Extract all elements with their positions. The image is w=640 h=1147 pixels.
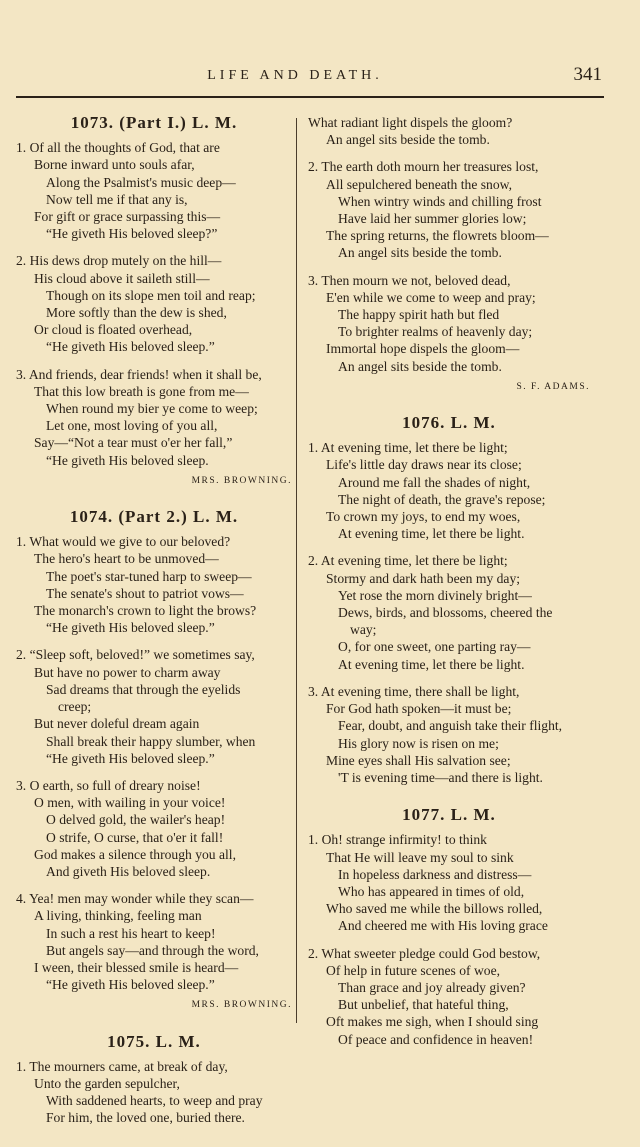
verse-line: More softly than the dew is shed, xyxy=(46,305,227,321)
author-credit: MRS. BROWNING. xyxy=(191,475,292,486)
verse-line: Dews, birds, and blossoms, cheered the xyxy=(338,605,553,621)
verse-line: That He will leave my soul to sink xyxy=(326,849,514,865)
verse-line: At evening time, let there be light. xyxy=(338,656,525,672)
verse-line: “He giveth His beloved sleep.” xyxy=(46,620,215,636)
verse-line: Immortal hope dispels the gloom— xyxy=(326,341,520,357)
verse-line: Shall break their happy slumber, when xyxy=(46,733,256,749)
verse-line: The happy spirit hath but fled xyxy=(338,307,500,323)
verse-line: 1. Oh! strange infirmity! to think xyxy=(308,832,487,848)
verse-line: Fear, doubt, and anguish take their flight, xyxy=(338,718,563,734)
verse-line: Have laid her summer glories low; xyxy=(338,211,527,227)
verse-line: The spring returns, the flowrets bloom— xyxy=(326,228,549,244)
verse-line: An angel sits beside the tomb. xyxy=(338,358,502,374)
verse-line: His glory now is risen on me; xyxy=(338,735,499,751)
verse-line: 2. At evening time, let there be light; xyxy=(308,553,508,569)
verse-line: 'T is evening time—and there is light. xyxy=(338,769,543,785)
verse-line: I ween, their blessed smile is heard— xyxy=(34,959,239,975)
verse-line: Of help in future scenes of woe, xyxy=(326,962,501,978)
verse-line: The night of death, the grave's repose; xyxy=(338,491,546,507)
verse-line: But unbelief, that hateful thing, xyxy=(338,997,509,1013)
verse-line: For gift or grace surpassing this— xyxy=(34,209,221,225)
verse-line: A living, thinking, feeling man xyxy=(34,908,202,924)
page-number: 341 xyxy=(573,64,602,85)
hymn-block xyxy=(16,508,292,1014)
stanza xyxy=(16,777,292,880)
verse-line: 4. Yea! men may wonder while they scan— xyxy=(16,891,254,907)
verse-line: 2. His dews drop mutely on the hill— xyxy=(16,253,222,269)
hymn-block xyxy=(16,114,292,490)
hymn-title: 1075. L. M. xyxy=(107,1031,201,1051)
verse-line: Or cloud is floated overhead, xyxy=(34,322,193,338)
verse-line: What radiant light dispels the gloom? xyxy=(308,115,513,130)
verse-line: When round my bier ye come to weep; xyxy=(46,401,258,417)
verse-line: 2. The earth doth mourn her treasures lost, xyxy=(308,159,539,175)
stanza xyxy=(308,114,590,148)
stanza xyxy=(308,158,590,261)
verse-line: Life's little day draws near its close; xyxy=(326,457,522,473)
verse-line: Borne inward unto souls afar, xyxy=(34,157,195,173)
verse-line: Though on its slope men toil and reap; xyxy=(46,287,256,303)
stanza xyxy=(16,252,292,355)
page-header xyxy=(0,64,640,90)
stanza xyxy=(16,646,292,766)
verse-line: At evening time, let there be light. xyxy=(338,526,525,542)
verse-line: O strife, O curse, that o'er it fall! xyxy=(46,829,224,845)
verse-line: “He giveth His beloved sleep?” xyxy=(46,226,218,242)
column-divider xyxy=(296,118,297,1023)
verse-line: But never doleful dream again xyxy=(34,716,200,732)
author-credit: S. F. ADAMS. xyxy=(516,381,590,392)
right-column xyxy=(308,114,590,1068)
left-column xyxy=(16,114,292,1147)
hymn-block xyxy=(16,1033,292,1147)
verse-line: Who has appeared in times of old, xyxy=(338,883,525,899)
running-title: LIFE AND DEATH. xyxy=(207,68,383,83)
verse-line: In hopeless darkness and distress— xyxy=(338,866,532,882)
verse-line: Sad dreams that through the eyelids xyxy=(46,681,241,697)
verse-line: 3. And friends, dear friends! when it shall be, xyxy=(16,366,262,382)
hymn-title: 1073. (Part I.) L. M. xyxy=(70,113,238,132)
verse-line: Than grace and joy already given? xyxy=(338,979,526,995)
hymn-block xyxy=(308,806,590,1068)
verse-line: Unto the garden sepulcher, xyxy=(34,1075,180,1091)
verse-line: An angel sits beside the tomb. xyxy=(338,245,502,261)
verse-line: Mine eyes shall His salvation see; xyxy=(326,752,511,768)
verse-line: Stormy and dark hath been my day; xyxy=(326,570,521,586)
stanza xyxy=(308,552,590,672)
stanza xyxy=(308,439,590,542)
verse-line: 1. At evening time, let there be light; xyxy=(308,440,508,456)
hymn-block xyxy=(308,114,590,396)
verse-line: Let one, most loving of you all, xyxy=(46,418,218,434)
verse-line: For God hath spoken—it must be; xyxy=(326,701,512,717)
verse-line: O, for one sweet, one parting ray— xyxy=(338,639,531,655)
verse-line: “He giveth His beloved sleep. xyxy=(46,452,209,468)
verse-line: The monarch's crown to light the brows? xyxy=(34,603,257,619)
verse-line: The hero's heart to be unmoved— xyxy=(34,551,219,567)
hymn-title: 1077. L. M. xyxy=(402,805,496,825)
verse-line: “He giveth His beloved sleep.” xyxy=(46,339,215,355)
verse-line: Who saved me while the billows rolled, xyxy=(326,901,543,917)
stanza xyxy=(308,683,590,786)
hymn-block xyxy=(308,414,590,806)
stanza xyxy=(308,831,590,934)
verse-line: And cheered me with His loving grace xyxy=(338,918,548,934)
hymn-title: 1074. (Part 2.) L. M. xyxy=(69,507,239,527)
verse-line: And giveth His beloved sleep. xyxy=(46,863,211,879)
header-rule xyxy=(16,96,604,98)
verse-line: 3. O earth, so full of dreary noise! xyxy=(16,777,201,793)
verse-line: God makes a silence through you all, xyxy=(34,846,236,862)
verse-line: 3. Then mourn we not, beloved dead, xyxy=(308,272,511,288)
stanza xyxy=(16,533,292,636)
verse-line: Yet rose the morn divinely bright— xyxy=(338,587,532,603)
verse-line: To crown my joys, to end my woes, xyxy=(326,509,521,525)
verse-line: His cloud above it saileth still— xyxy=(34,270,210,286)
verse-line: An angel sits beside the tomb. xyxy=(326,132,490,148)
verse-line: 3. At evening time, there shall be light, xyxy=(308,683,520,699)
verse-line: The poet's star-tuned harp to sweep— xyxy=(46,568,252,584)
stanza xyxy=(16,366,292,469)
verse-line: 1. What would we give to our beloved? xyxy=(16,534,231,550)
stanza xyxy=(16,890,292,993)
verse-line: Oft makes me sigh, when I should sing xyxy=(326,1014,539,1030)
verse-line: “He giveth His beloved sleep.” xyxy=(46,750,215,766)
verse-line: 2. What sweeter pledge could God bestow, xyxy=(308,945,541,961)
verse-line: To brighter realms of heavenly day; xyxy=(338,324,533,340)
verse-line: O delved gold, the wailer's heap! xyxy=(46,812,226,828)
verse-line: E'en while we come to weep and pray; xyxy=(326,289,536,305)
verse-line: 1. Of all the thoughts of God, that are xyxy=(16,140,220,156)
author-credit: MRS. BROWNING. xyxy=(191,1000,292,1011)
verse-line: Of peace and confidence in heaven! xyxy=(338,1031,534,1047)
verse-line: Now tell me if that any is, xyxy=(46,191,188,207)
verse-line: The senate's shout to patriot vows— xyxy=(46,585,244,601)
verse-line: Along the Psalmist's music deep— xyxy=(46,174,236,190)
verse-line: 2. “Sleep soft, beloved!” we sometimes say, xyxy=(16,647,255,663)
verse-line: For him, the loved one, buried there. xyxy=(46,1110,245,1126)
verse-line: When wintry winds and chilling frost xyxy=(338,193,542,209)
verse-line: O men, with wailing in your voice! xyxy=(34,795,226,811)
verse-line: With saddened hearts, to weep and pray xyxy=(46,1093,263,1109)
verse-line: That this low breath is gone from me— xyxy=(34,383,249,399)
verse-line: In such a rest his heart to keep! xyxy=(46,925,216,941)
verse-line: “He giveth His beloved sleep.” xyxy=(46,977,215,993)
stanza xyxy=(16,139,292,242)
verse-line: All sepulchered beneath the snow, xyxy=(326,176,512,192)
verse-line: Say—“Not a tear must o'er her fall,” xyxy=(34,435,233,451)
stanza xyxy=(308,945,590,1048)
verse-line: But angels say—and through the word, xyxy=(46,942,259,958)
verse-line: Around me fall the shades of night, xyxy=(338,474,531,490)
stanza xyxy=(308,272,590,375)
stanza xyxy=(16,1058,292,1127)
verse-line: way; xyxy=(350,622,377,638)
hymn-title: 1076. L. M. xyxy=(402,413,496,433)
verse-line: 1. The mourners came, at break of day, xyxy=(16,1058,228,1074)
verse-line: But have no power to charm away xyxy=(34,664,221,680)
verse-line: creep; xyxy=(58,699,92,715)
